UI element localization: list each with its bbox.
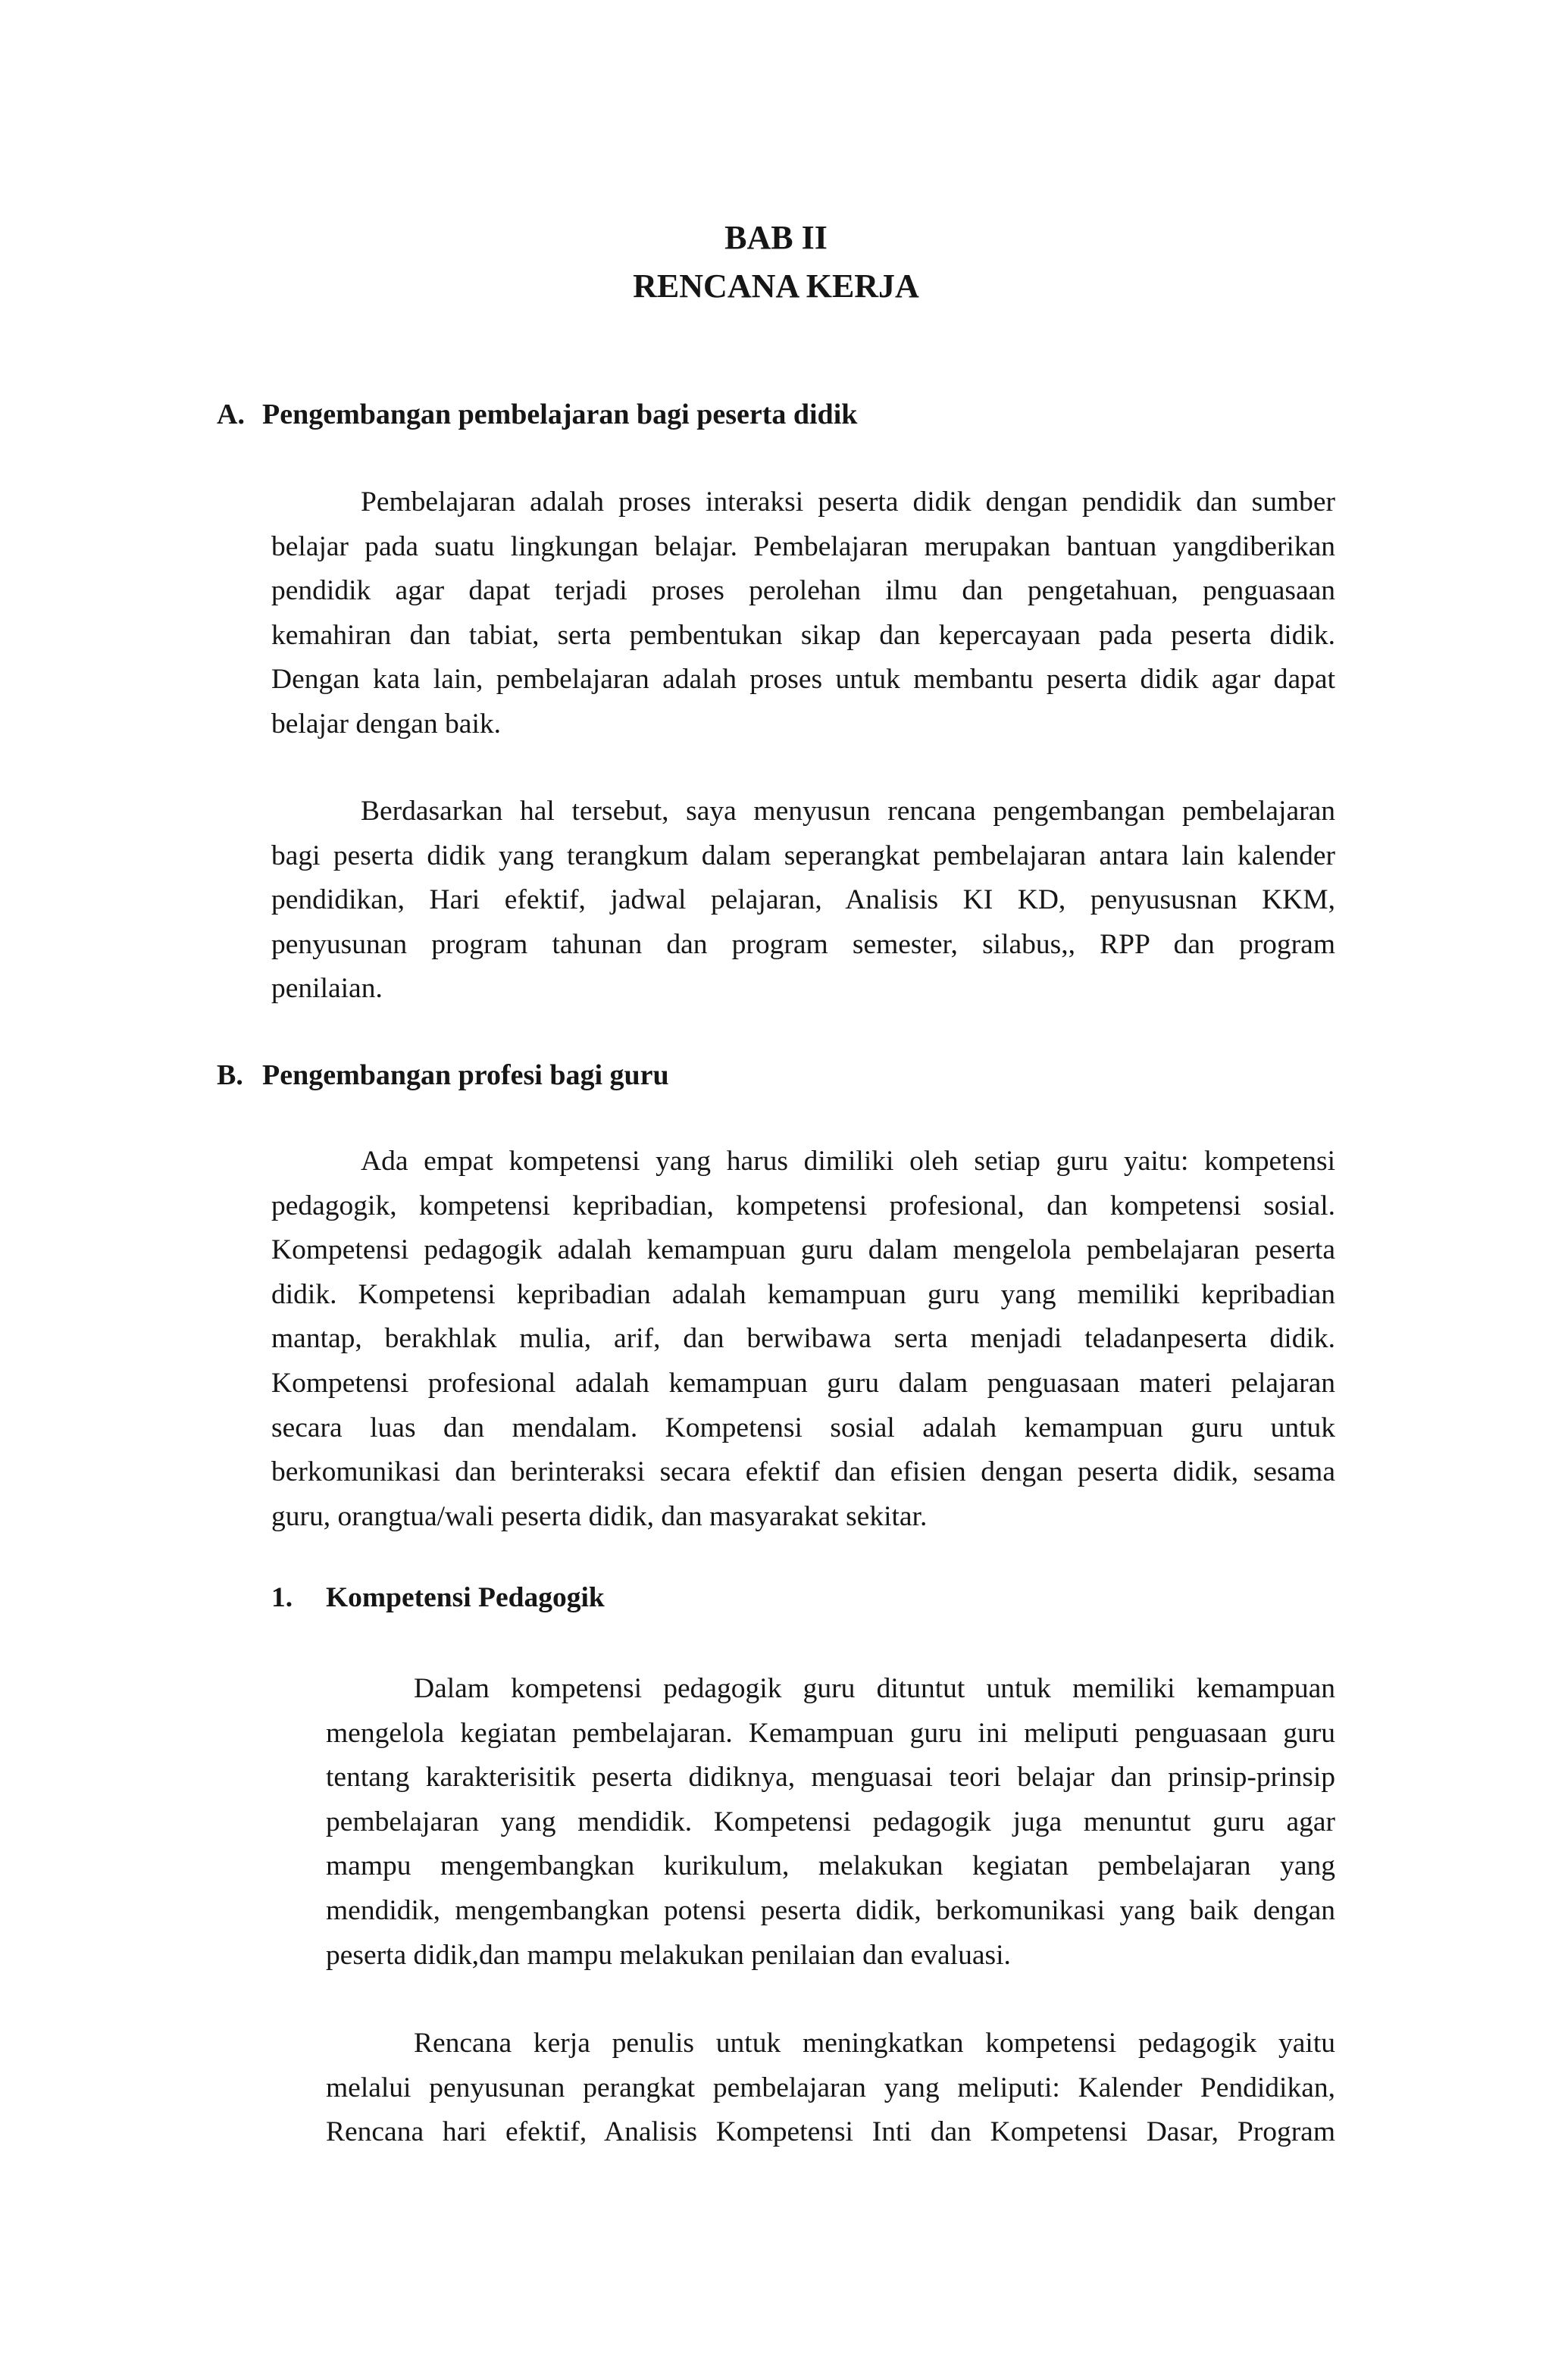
paragraph-line: mantap, berakhlak mulia, arif, dan berwibawa serta menjadi teladanpeserta didik.	[271, 1323, 1335, 1355]
paragraph-line: tentang karakterisitik peserta didiknya, menguasai teori belajar dan prinsip-prinsip	[326, 1762, 1335, 1794]
paragraph-line: kemahiran dan tabiat, serta pembentukan sikap dan kepercayaan pada peserta didik.	[271, 619, 1335, 651]
paragraph-line: belajar pada suatu lingkungan belajar. Pembelajaran merupakan bantuan yangdiberikan	[271, 530, 1335, 562]
section-b-paragraph-1	[271, 1140, 1335, 1539]
paragraph-line: Dalam kompetensi pedagogik guru dituntut untuk memiliki kemampuan	[414, 1673, 1335, 1704]
paragraph-line: Rencana hari efektif, Analisis Kompetensi Inti dan Kompetensi Dasar, Program	[326, 2116, 1335, 2148]
section-a-heading	[217, 396, 857, 433]
paragraph-line: Pembelajaran adalah proses interaksi peserta didik dengan pendidik dan sumber	[361, 486, 1335, 518]
paragraph-line: mendidik, mengembangkan potensi peserta didik, berkomunikasi yang baik dengan	[326, 1894, 1335, 1926]
section-a-paragraph-2	[271, 790, 1335, 1012]
section-a-paragraph-1	[271, 480, 1335, 747]
paragraph-line: pendidik agar dapat terjadi proses perolehan ilmu dan pengetahuan, penguasaan	[271, 575, 1335, 607]
paragraph-line: Berdasarkan hal tersebut, saya menyusun rencana pengembangan pembelajaran	[361, 796, 1335, 827]
paragraph-line: mengelola kegiatan pembelajaran. Kemampuan guru ini meliputi penguasaan guru	[326, 1717, 1335, 1749]
paragraph-line: Rencana kerja penulis untuk meningkatkan kompetensi pedagogik yaitu	[414, 2028, 1335, 2059]
paragraph-line: Dengan kata lain, pembelajaran adalah proses untuk membantu peserta didik agar dapat	[271, 664, 1335, 696]
paragraph-line: melalui penyusunan perangkat pembelajaran yang meliputi: Kalender Pendidikan,	[326, 2072, 1335, 2103]
paragraph-line: peserta didik,dan mampu melakukan penilaian dan evaluasi.	[326, 1939, 1011, 1971]
paragraph-line: didik. Kompetensi kepribadian adalah kemampuan guru yang memiliki kepribadian	[271, 1278, 1335, 1310]
paragraph-line: Kompetensi pedagogik adalah kemampuan guru dalam mengelola pembelajaran peserta	[271, 1234, 1335, 1266]
subsection-1-heading	[271, 1579, 605, 1617]
subsection-1-paragraph-1	[326, 1667, 1335, 1978]
paragraph-line: Kompetensi profesional adalah kemampuan guru dalam penguasaan materi pelajaran	[271, 1367, 1335, 1399]
paragraph-line: penyusunan program tahunan dan program semester, silabus,, RPP dan program	[271, 928, 1335, 960]
subsection-1-title: Kompetensi Pedagogik	[326, 1582, 605, 1613]
paragraph-line: belajar dengan baik.	[271, 708, 501, 740]
section-a-letter: A.	[217, 399, 245, 430]
chapter-label: BAB II	[724, 219, 828, 256]
section-b-letter: B.	[217, 1059, 243, 1091]
paragraph-line: berkomunikasi dan berinteraksi secara efektif dan efisien dengan peserta didik, sesama	[271, 1456, 1335, 1488]
chapter-title: RENCANA KERJA	[633, 267, 919, 305]
paragraph-line: pembelajaran yang mendidik. Kompetensi pedagogik juga menuntut guru agar	[326, 1806, 1335, 1837]
paragraph-line: guru, orangtua/wali peserta didik, dan masyarakat sekitar.	[271, 1500, 928, 1532]
paragraph-line: bagi peserta didik yang terangkum dalam seperangkat pembelajaran antara lain kalender	[271, 840, 1335, 871]
paragraph-line: penilaian.	[271, 973, 383, 1005]
section-b-heading	[217, 1056, 669, 1094]
paragraph-line: mampu mengembangkan kurikulum, melakukan kegiatan pembelajaran yang	[326, 1850, 1335, 1882]
section-b-title: Pengembangan profesi bagi guru	[262, 1059, 669, 1091]
subsection-1-number: 1.	[271, 1582, 293, 1613]
paragraph-line: Ada empat kompetensi yang harus dimiliki oleh setiap guru yaitu: kompetensi	[361, 1146, 1335, 1177]
section-a-title: Pengembangan pembelajaran bagi peserta didik	[262, 399, 858, 430]
paragraph-line: pedagogik, kompetensi kepribadian, kompetensi profesional, dan kompetensi sosial.	[271, 1190, 1335, 1221]
paragraph-line: pendidikan, Hari efektif, jadwal pelajaran, Analisis KI KD, penyususnan KKM,	[271, 884, 1335, 916]
subsection-1-paragraph-2	[326, 2022, 1335, 2155]
paragraph-line: secara luas dan mendalam. Kompetensi sosial adalah kemampuan guru untuk	[271, 1412, 1335, 1443]
